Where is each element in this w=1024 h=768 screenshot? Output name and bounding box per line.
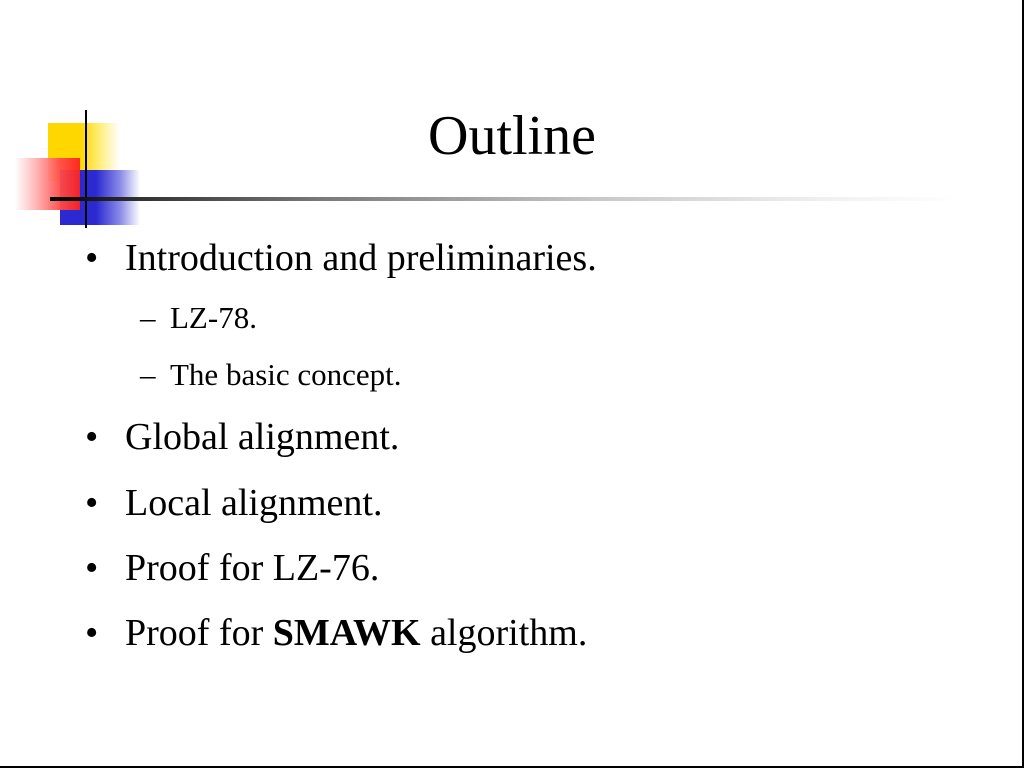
sub-list-item-text: LZ-78. — [170, 300, 257, 335]
dash-icon: – — [140, 300, 156, 335]
list-item-text-suffix: algorithm. — [420, 612, 588, 654]
list-item — [85, 546, 379, 590]
list-item-text: Local alignment. — [125, 482, 383, 524]
bullet-icon: • — [85, 416, 99, 458]
title-divider — [50, 197, 960, 201]
list-item — [85, 611, 587, 655]
sub-list-item — [140, 300, 257, 336]
list-item — [85, 415, 399, 459]
list-item — [85, 481, 382, 525]
list-item-text: Proof for LZ-76. — [125, 547, 380, 589]
bullet-icon: • — [85, 482, 99, 524]
bullet-icon: • — [85, 237, 99, 279]
slide-title: Outline — [428, 105, 596, 167]
list-item-text-bold: SMAWK — [272, 612, 421, 654]
list-item-text: Global alignment. — [125, 416, 400, 458]
bullet-icon: • — [85, 547, 99, 589]
bullet-icon: • — [85, 612, 99, 654]
list-item — [85, 236, 597, 280]
dash-icon: – — [140, 357, 156, 392]
list-item-text-prefix: Proof for — [125, 612, 273, 654]
sub-list-item-text: The basic concept. — [170, 357, 402, 392]
list-item-text: Introduction and preliminaries. — [125, 237, 597, 279]
sub-list-item — [140, 357, 402, 393]
